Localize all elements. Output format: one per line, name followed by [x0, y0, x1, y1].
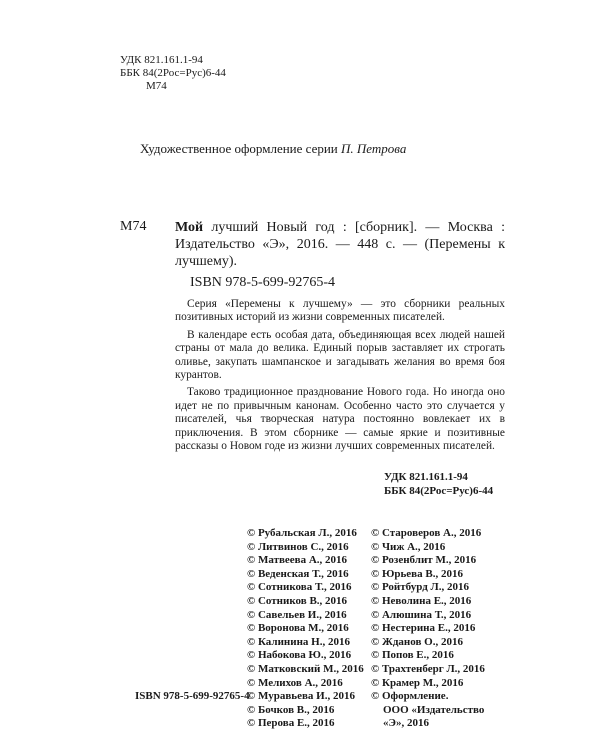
record-isbn: ISBN 978-5-699-92765-4 — [190, 275, 336, 290]
copyright-list-right — [371, 527, 485, 731]
copyright-line: «Э», 2016 — [383, 717, 429, 730]
copyright-line: © Воронова М., 2016 — [247, 622, 349, 635]
udk-code-right: УДК 821.161.1-94 — [384, 471, 468, 483]
copyright-line: © Веденская Т., 2016 — [247, 567, 349, 580]
bibliographic-record — [175, 219, 505, 270]
copyright-line: © Бочков В., 2016 — [247, 703, 335, 716]
copyright-line: © Муравьева И., 2016 — [247, 690, 355, 703]
copyright-line: © Чиж А., 2016 — [371, 540, 446, 553]
copyright-line: © Неволина Е., 2016 — [371, 594, 472, 607]
bbk-code: ББК 84(2Рос=Рус)6-44 — [120, 67, 226, 79]
copyright-line: © Жданов О., 2016 — [371, 635, 463, 648]
copyright-line: © Матвеева А., 2016 — [247, 554, 348, 567]
record-author-mark: М74 — [120, 219, 147, 234]
top-classification-codes — [120, 54, 226, 93]
copyright-line: © Ройтбурд Л., 2016 — [371, 581, 469, 594]
copyright-line: © Калинина Н., 2016 — [247, 635, 350, 648]
annotation-paragraph: Таково традиционное празднование Нового года. Но иногда оно идет не по привычным канонам. Особенно часто это случается у писателей, чья творческая натура постоянно вовлекает их в приключения. В этом сборнике — самые яркие и позитивные рассказы о Новом годе из жизни лучших современных писателей. — [175, 386, 505, 453]
copyright-line: © Попов Е., 2016 — [371, 649, 454, 662]
copyright-line: © Матковский М., 2016 — [247, 662, 364, 675]
designer-name: П. Петрова — [341, 141, 407, 156]
copyright-line: © Рубальская Л., 2016 — [247, 527, 357, 539]
copyright-line: © Алюшина Т., 2016 — [371, 608, 472, 621]
annotation — [175, 298, 505, 457]
right-classification-codes — [384, 470, 493, 498]
copyright-line: ООО «Издательство — [383, 703, 485, 716]
bbk-code-right: ББК 84(2Рос=Рус)6-44 — [384, 485, 494, 497]
annotation-paragraph: В календаре есть особая дата, объединяющая всех людей нашей страны от мала до велика. Единый порыв заставляет их строгать оливье, закупать шампанское и загадывать желания во время боя курантов. — [175, 328, 505, 382]
copyright-line: © Мелихов А., 2016 — [247, 676, 343, 689]
copyright-line: © Староверов А., 2016 — [371, 527, 482, 539]
copyright-line: © Савельев И., 2016 — [247, 608, 347, 621]
copyright-line: © Нестерина Е., 2016 — [371, 622, 476, 635]
copyright-line: © Сотников В., 2016 — [247, 594, 348, 607]
series-design-credit — [140, 141, 406, 157]
copyright-line: © Перова Е., 2016 — [247, 717, 335, 730]
udk-code: УДК 821.161.1-94 — [120, 54, 203, 66]
copyright-line: © Набокова Ю., 2016 — [247, 649, 352, 662]
record-description: лучший Новый год : [сборник]. — Москва : Издательство «Э», 2016. — 448 с. — (Перемены к лучшему). — [175, 220, 505, 269]
copyright-line: © Юрьева В., 2016 — [371, 567, 463, 580]
copyright-line: © Розенблит М., 2016 — [371, 554, 477, 567]
copyright-line: © Трахтенберг Л., 2016 — [371, 662, 485, 675]
copyright-list-left — [247, 527, 364, 731]
isbn-bottom: ISBN 978-5-699-92765-4 — [135, 690, 250, 702]
record-title-bold: Мой — [175, 220, 204, 235]
author-mark: М74 — [146, 80, 167, 92]
annotation-paragraph: Серия «Перемены к лучшему» — это сборники реальных позитивных историй из жизни современных писателей. — [175, 298, 505, 324]
copyright-line: © Крамер М., 2016 — [371, 676, 464, 689]
copyright-line: © Сотникова Т., 2016 — [247, 581, 352, 594]
design-label: Художественное оформление серии — [140, 141, 338, 156]
copyright-line: © Оформление. — [371, 690, 449, 703]
copyright-line: © Литвинов С., 2016 — [247, 540, 349, 553]
